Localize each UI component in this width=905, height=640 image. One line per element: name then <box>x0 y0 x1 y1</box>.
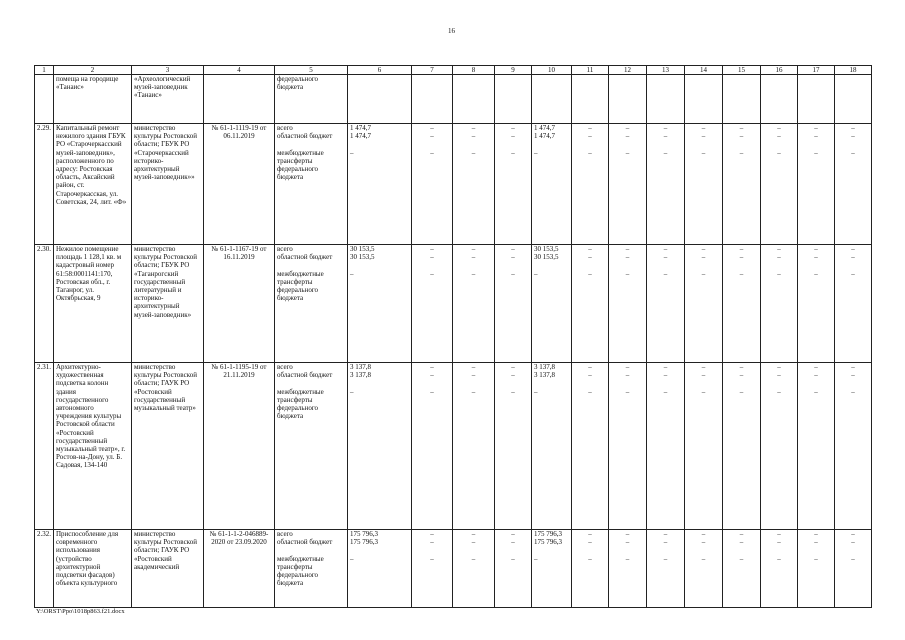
agency-name: «Археологический музей-заповедник «Танаис» <box>132 75 204 124</box>
value: – <box>739 245 744 253</box>
value: – <box>851 538 855 547</box>
value-cell <box>495 124 532 245</box>
value-cell <box>685 530 723 608</box>
value: – <box>739 538 744 547</box>
value: – <box>663 387 668 396</box>
value: – <box>851 132 855 141</box>
object-name: помеща на городище «Танаис» <box>54 75 132 124</box>
value: – <box>814 148 818 157</box>
value: – <box>851 554 855 563</box>
value: – <box>739 371 744 380</box>
value: – <box>739 253 744 262</box>
value: – <box>777 132 781 141</box>
document-ref: № 61-1-1195-19 от 21.11.2019 <box>204 363 275 530</box>
value: – <box>471 269 476 278</box>
table-row <box>35 124 872 245</box>
value-cell <box>495 363 532 530</box>
cell-empty <box>532 75 572 124</box>
agency-name: министерство культуры Ростовской области; ГАУК РО «Ростовский государственный музыкальный театр» <box>132 363 204 530</box>
value: 30 153,5 <box>534 253 559 262</box>
value: – <box>739 148 744 157</box>
value: – <box>814 132 818 141</box>
cell-empty <box>798 75 835 124</box>
value: – <box>430 554 434 563</box>
value: – <box>588 538 592 547</box>
column-header: 4 <box>204 66 275 75</box>
value: – <box>625 269 630 278</box>
value: – <box>511 363 515 371</box>
column-header: 10 <box>532 66 572 75</box>
value-cell <box>835 363 872 530</box>
source-federal: межбюджетные трансферты федерального бюджета <box>277 387 324 421</box>
value: – <box>851 371 855 380</box>
value: – <box>663 132 668 141</box>
value-cell <box>761 530 798 608</box>
row-number: 2.29. <box>35 124 54 245</box>
value: – <box>701 253 706 262</box>
value: – <box>777 530 781 538</box>
value-cell <box>532 245 572 363</box>
value: – <box>471 363 476 371</box>
value: – <box>471 371 476 380</box>
value: – <box>663 363 668 371</box>
value: – <box>814 554 818 563</box>
value: – <box>625 554 630 563</box>
value: – <box>511 387 515 396</box>
value: 30 153,5 <box>350 253 375 262</box>
value: – <box>534 554 538 563</box>
budget-table <box>34 65 872 608</box>
row-number: 2.31. <box>35 363 54 530</box>
value: – <box>701 132 706 141</box>
value: – <box>777 538 781 547</box>
value-cell <box>412 530 453 608</box>
value: – <box>663 371 668 380</box>
funding-sources <box>275 530 348 608</box>
value: – <box>588 124 592 132</box>
value-cell <box>495 530 532 608</box>
column-header: 7 <box>412 66 453 75</box>
cell-empty <box>685 75 723 124</box>
value: – <box>511 132 515 141</box>
value-cell <box>348 530 412 608</box>
value: – <box>701 387 706 396</box>
value-cell <box>572 530 609 608</box>
value: – <box>814 245 818 253</box>
value-cell <box>835 530 872 608</box>
value-cell <box>532 530 572 608</box>
value-cell <box>761 124 798 245</box>
value: – <box>777 253 781 262</box>
value: 175 796,3 <box>350 538 378 547</box>
source-regional: областной бюджет <box>277 253 333 262</box>
value: – <box>851 530 855 538</box>
value: 30 153,5 <box>534 245 559 253</box>
cell-empty <box>204 75 275 124</box>
value: 3 137,8 <box>350 363 371 371</box>
column-header: 2 <box>54 66 132 75</box>
funding-sources <box>275 245 348 363</box>
funding-sources <box>275 124 348 245</box>
cell-empty <box>453 75 495 124</box>
value-cell <box>453 124 495 245</box>
value: – <box>625 148 630 157</box>
column-header: 9 <box>495 66 532 75</box>
value: 1 474,7 <box>350 124 371 132</box>
value: – <box>430 148 434 157</box>
value: – <box>625 371 630 380</box>
value: – <box>777 124 781 132</box>
column-header: 1 <box>35 66 54 75</box>
value: – <box>430 124 434 132</box>
value: – <box>701 371 706 380</box>
cell-empty <box>572 75 609 124</box>
value: – <box>511 530 515 538</box>
source-regional: областной бюджет <box>277 538 333 547</box>
column-header: 6 <box>348 66 412 75</box>
value: – <box>663 269 668 278</box>
cell-empty <box>35 75 54 124</box>
object-name: Капитальный ремонт нежилого здания ГБУК РО «Старочеркасский музей-заповедник», расположенного по адресу: Ростовская область, Аксайский район, ст. Старочеркасская, ул. Советская, 24, лит. «Ф» <box>54 124 132 245</box>
value-cell <box>685 124 723 245</box>
value: – <box>814 371 818 380</box>
column-header: 3 <box>132 66 204 75</box>
column-header: 13 <box>647 66 685 75</box>
document-ref: № 61-1-1-2-046889-2020 от 23.09.2020 <box>204 530 275 608</box>
value: – <box>471 253 476 262</box>
value: – <box>430 269 434 278</box>
value: – <box>430 245 434 253</box>
document-ref: № 61-1-1119-19 от 06.11.2019 <box>204 124 275 245</box>
value: – <box>471 538 476 547</box>
source-federal: межбюджетные трансферты федерального бюджета <box>277 148 324 182</box>
value-cell <box>532 363 572 530</box>
table-row <box>35 530 872 608</box>
agency-name: министерство культуры Ростовской области; ГАУК РО «Ростовский академический <box>132 530 204 608</box>
value-cell <box>412 363 453 530</box>
value-cell <box>609 124 647 245</box>
cell-empty <box>761 75 798 124</box>
column-header: 12 <box>609 66 647 75</box>
column-header: 14 <box>685 66 723 75</box>
value: – <box>471 530 476 538</box>
table-row <box>35 245 872 363</box>
value: – <box>430 538 434 547</box>
value: – <box>739 124 744 132</box>
value: – <box>350 387 354 396</box>
value: – <box>511 538 515 547</box>
value-cell <box>453 363 495 530</box>
value: – <box>851 245 855 253</box>
value-cell <box>798 245 835 363</box>
value: – <box>663 530 668 538</box>
value-cell <box>798 530 835 608</box>
value-cell <box>453 245 495 363</box>
value: 175 796,3 <box>350 530 378 538</box>
source-total: всего <box>277 245 293 253</box>
cell-empty <box>609 75 647 124</box>
value: – <box>663 148 668 157</box>
value-cell <box>348 124 412 245</box>
cell-empty <box>348 75 412 124</box>
value: – <box>625 538 630 547</box>
value-cell <box>798 363 835 530</box>
value: – <box>511 371 515 380</box>
value: 1 474,7 <box>534 132 555 141</box>
column-header: 17 <box>798 66 835 75</box>
value: – <box>701 148 706 157</box>
cell-empty <box>723 75 761 124</box>
value-cell <box>647 245 685 363</box>
value: – <box>851 387 855 396</box>
value: – <box>701 269 706 278</box>
value-cell <box>412 124 453 245</box>
value: – <box>777 269 781 278</box>
value: – <box>739 530 744 538</box>
table-row <box>35 363 872 530</box>
value: – <box>350 554 354 563</box>
agency-name: министерство культуры Ростовской области; ГБУК РО «Таганрогский государственный литературный и историко-архитектурный музей-заповедник» <box>132 245 204 363</box>
value-cell <box>412 245 453 363</box>
source-total: всего <box>277 363 293 371</box>
value: 1 474,7 <box>534 124 555 132</box>
value-cell <box>647 363 685 530</box>
value: 3 137,8 <box>534 363 555 371</box>
value-cell <box>572 124 609 245</box>
value-cell <box>723 245 761 363</box>
value: – <box>739 269 744 278</box>
value: – <box>701 124 706 132</box>
value: – <box>777 387 781 396</box>
cell-empty <box>495 75 532 124</box>
column-header: 11 <box>572 66 609 75</box>
value: – <box>814 124 818 132</box>
value: – <box>430 363 434 371</box>
value: – <box>588 245 592 253</box>
value: – <box>663 554 668 563</box>
value-cell <box>723 124 761 245</box>
value: 1 474,7 <box>350 132 371 141</box>
value-cell <box>723 363 761 530</box>
value: – <box>471 245 476 253</box>
value: – <box>625 387 630 396</box>
value: – <box>588 269 592 278</box>
value: – <box>663 253 668 262</box>
value-cell <box>495 245 532 363</box>
value: – <box>739 363 744 371</box>
value-cell <box>723 530 761 608</box>
value-cell <box>348 363 412 530</box>
value: – <box>430 132 434 141</box>
value-cell <box>647 530 685 608</box>
value: – <box>511 124 515 132</box>
value: – <box>625 253 630 262</box>
value: – <box>739 387 744 396</box>
value: – <box>739 132 744 141</box>
value: – <box>511 554 515 563</box>
source-total: всего <box>277 124 293 132</box>
value: – <box>663 245 668 253</box>
value: 175 796,3 <box>534 530 562 538</box>
page-number: 16 <box>448 27 455 35</box>
value: – <box>701 538 706 547</box>
object-name: Архитектурно-художественная подсветка колонн здания государственного автономного учреждения культуры Ростовской области «Ростовский государственный музыкальный театр», г. Ростов-на-Дону, ул. Б. Садовая, 134-140 <box>54 363 132 530</box>
value: – <box>625 245 630 253</box>
value: – <box>430 253 434 262</box>
value: – <box>851 148 855 157</box>
value: – <box>350 148 354 157</box>
value: – <box>588 387 592 396</box>
value: – <box>511 253 515 262</box>
value-cell <box>609 530 647 608</box>
funding-source: федерального бюджета <box>275 75 348 124</box>
value: – <box>625 530 630 538</box>
value: – <box>701 245 706 253</box>
file-path-footer: Y:\ORST\Ppo\1018p863.f21.docx <box>36 608 125 615</box>
object-name: Приспособление для современного использования (устройство архитектурной подсветки фасадов) объекта культурного <box>54 530 132 608</box>
value: – <box>625 363 630 371</box>
value: – <box>814 538 818 547</box>
value: – <box>588 530 592 538</box>
cell-empty <box>412 75 453 124</box>
value: – <box>777 245 781 253</box>
value: 3 137,8 <box>350 371 371 380</box>
value: – <box>350 269 354 278</box>
value-cell <box>453 530 495 608</box>
value: – <box>534 148 538 157</box>
value: – <box>511 245 515 253</box>
document-ref: № 61-1-1167-19 от 16.11.2019 <box>204 245 275 363</box>
value: – <box>663 124 668 132</box>
value-cell <box>532 124 572 245</box>
value: – <box>534 387 538 396</box>
value: – <box>430 530 434 538</box>
source-federal: межбюджетные трансферты федерального бюджета <box>277 269 324 303</box>
value: – <box>701 554 706 563</box>
value: – <box>851 269 855 278</box>
column-header: 5 <box>275 66 348 75</box>
value: – <box>588 253 592 262</box>
value: – <box>625 132 630 141</box>
row-number: 2.30. <box>35 245 54 363</box>
cell-empty <box>647 75 685 124</box>
value: – <box>471 554 476 563</box>
value: – <box>511 269 515 278</box>
row-number: 2.32. <box>35 530 54 608</box>
value: – <box>471 387 476 396</box>
value: – <box>701 530 706 538</box>
value: – <box>777 554 781 563</box>
source-federal: межбюджетные трансферты федерального бюджета <box>277 554 324 588</box>
continuation-row <box>35 75 872 124</box>
value-cell <box>798 124 835 245</box>
value: – <box>534 269 538 278</box>
value: – <box>511 148 515 157</box>
value: – <box>851 253 855 262</box>
value: – <box>814 269 818 278</box>
value: – <box>471 148 476 157</box>
value-cell <box>761 363 798 530</box>
value-cell <box>348 245 412 363</box>
value: – <box>430 371 434 380</box>
value: 30 153,5 <box>350 245 375 253</box>
source-regional: областной бюджет <box>277 371 333 380</box>
column-header: 18 <box>835 66 872 75</box>
agency-name: министерство культуры Ростовской области; ГБУК РО «Старочеркасский историко-архитектурный музей-заповедник»» <box>132 124 204 245</box>
value: – <box>588 371 592 380</box>
value: – <box>777 371 781 380</box>
value: – <box>588 363 592 371</box>
source-regional: областной бюджет <box>277 132 333 141</box>
value-cell <box>609 245 647 363</box>
value-cell <box>761 245 798 363</box>
value: – <box>471 132 476 141</box>
value-cell <box>572 245 609 363</box>
value-cell <box>685 363 723 530</box>
value: – <box>851 124 855 132</box>
value: 3 137,8 <box>534 371 555 380</box>
source-total: всего <box>277 530 293 538</box>
value-cell <box>685 245 723 363</box>
column-header: 16 <box>761 66 798 75</box>
column-header: 8 <box>453 66 495 75</box>
value: – <box>814 530 818 538</box>
value: – <box>777 148 781 157</box>
value: – <box>777 363 781 371</box>
value: – <box>588 554 592 563</box>
value: – <box>430 387 434 396</box>
column-header: 15 <box>723 66 761 75</box>
value: – <box>739 554 744 563</box>
value: – <box>588 148 592 157</box>
value-cell <box>835 124 872 245</box>
value-cell <box>609 363 647 530</box>
funding-sources <box>275 363 348 530</box>
value-cell <box>835 245 872 363</box>
value: – <box>663 538 668 547</box>
value-cell <box>647 124 685 245</box>
value: – <box>625 124 630 132</box>
value: 175 796,3 <box>534 538 562 547</box>
value: – <box>814 387 818 396</box>
value: – <box>471 124 476 132</box>
value: – <box>588 132 592 141</box>
value: – <box>851 363 855 371</box>
value: – <box>814 253 818 262</box>
value: – <box>701 363 706 371</box>
header-row <box>35 66 872 75</box>
value-cell <box>572 363 609 530</box>
value: – <box>814 363 818 371</box>
cell-empty <box>835 75 872 124</box>
object-name: Нежилое помещение площадь 1 128,1 кв. м кадастровый номер 61:58:0001141:170, Ростовская обл., г. Таганрог, ул. Октябрьская, 9 <box>54 245 132 363</box>
